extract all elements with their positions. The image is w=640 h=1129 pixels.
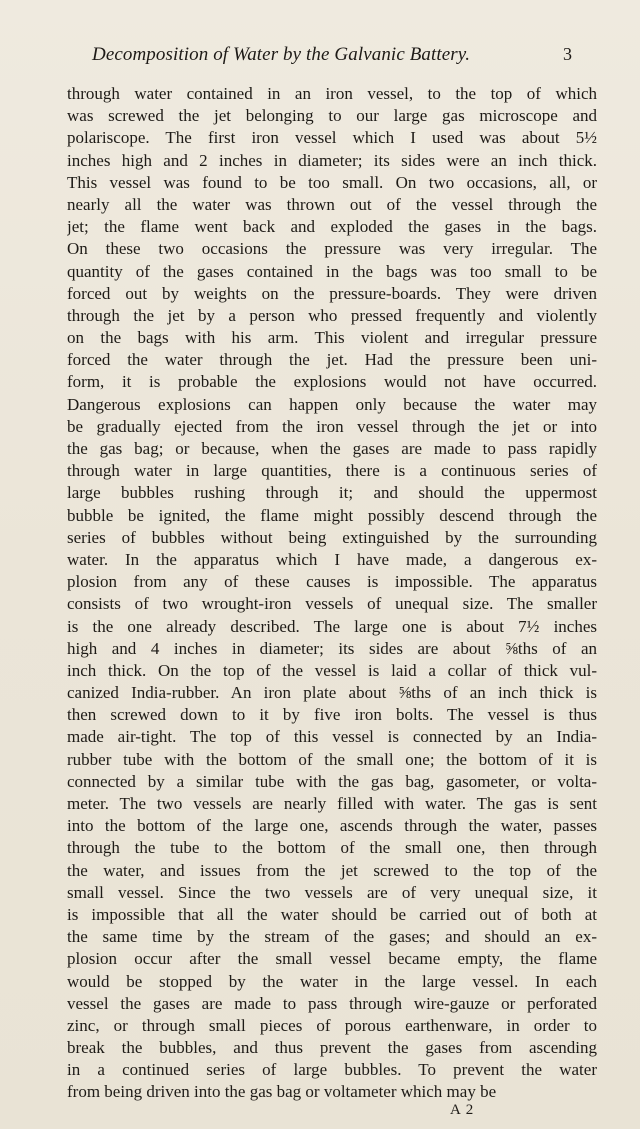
text-line: then screwed down to it by five iron bolts. The vessel is thus bbox=[67, 705, 597, 725]
signature-mark: A 2 bbox=[450, 1102, 475, 1118]
text-line: consists of two wrought-iron vessels of unequal size. The smaller bbox=[67, 594, 597, 614]
text-line: break the bubbles, and thus prevent the gases from ascending bbox=[67, 1038, 597, 1058]
text-line: is the one already described. The large one is about 7½ inches bbox=[67, 616, 597, 636]
text-line: plosion occur after the small vessel became empty, the flame bbox=[67, 949, 597, 969]
text-line: on the bags with his arm. This violent and irregular pressure bbox=[67, 328, 597, 348]
text-line: the gas bag; or because, when the gases are made to pass rapidly bbox=[67, 439, 597, 458]
text-line: high and 4 inches in diameter; its sides are about ⅝ths of an bbox=[67, 638, 597, 658]
text-line: water. In the apparatus which I have made, a dangerous ex- bbox=[67, 549, 597, 569]
text-line: nearly all the water was thrown out of the vessel through the bbox=[67, 194, 597, 214]
text-line: plosion from any of these causes is impossible. The apparatus bbox=[67, 572, 597, 592]
text-line: forced out by weights on the pressure-boards. They were driven bbox=[67, 283, 597, 303]
text-line: connected by a similar tube with the gas bag, gasometer, or volta- bbox=[67, 771, 597, 791]
text-line: inches high and 2 inches in diameter; its sides were an inch thick. bbox=[67, 150, 597, 170]
text-line: jet; the flame went back and exploded the gases in the bags. bbox=[67, 217, 597, 237]
text-line: through the tube to the bottom of the small one, then through bbox=[67, 838, 597, 858]
text-line: through water contained in an iron vessel, to the top of which bbox=[67, 84, 597, 103]
text-line: the water, and issues from the jet screwed to the top of the bbox=[67, 860, 597, 880]
text-line: small vessel. Since the two vessels are of very unequal size, it bbox=[67, 882, 597, 902]
text-line: large bubbles rushing through it; and should the uppermost bbox=[67, 483, 597, 503]
text-line: polariscope. The first iron vessel which I used was about 5½ bbox=[67, 128, 597, 148]
page-number: 3 bbox=[563, 44, 572, 64]
text-line: from being driven into the gas bag or voltameter which may be bbox=[67, 1082, 497, 1102]
text-line: rubber tube with the bottom of the small one; the bottom of it is bbox=[67, 749, 597, 769]
text-line: through water in large quantities, there is a continuous series of bbox=[67, 461, 597, 481]
text-line: forced the water through the jet. Had the pressure been uni- bbox=[67, 350, 597, 370]
text-line: quantity of the gases contained in the bags was too small to be bbox=[67, 261, 597, 281]
text-line: zinc, or through small pieces of porous earthenware, in order to bbox=[67, 1015, 597, 1035]
body-text bbox=[67, 83, 597, 1104]
text-line: made air-tight. The top of this vessel is connected by an India- bbox=[67, 727, 597, 747]
text-line: vessel the gases are made to pass through wire-gauze or perforated bbox=[67, 993, 597, 1013]
text-line: inch thick. On the top of the vessel is laid a collar of thick vul- bbox=[67, 660, 597, 680]
text-line: Dangerous explosions can happen only because the water may bbox=[67, 394, 597, 414]
text-line: is impossible that all the water should be carried out of both at bbox=[67, 904, 597, 924]
text-line: would be stopped by the water in the large vessel. In each bbox=[67, 971, 597, 991]
text-line: be gradually ejected from the iron vessel through the jet or into bbox=[67, 416, 597, 436]
running-head bbox=[92, 44, 572, 68]
text-line: bubble be ignited, the flame might possibly descend through the bbox=[67, 505, 597, 525]
text-line: On these two occasions the pressure was very irregular. The bbox=[67, 239, 597, 259]
text-line: was screwed the jet belonging to our large gas microscope and bbox=[67, 106, 597, 126]
text-line: through the jet by a person who pressed frequently and violently bbox=[67, 305, 597, 325]
text-line: form, it is probable the explosions would not have occurred. bbox=[67, 372, 597, 392]
text-line: into the bottom of the large one, ascends through the water, passes bbox=[67, 816, 597, 836]
text-line: the same time by the stream of the gases; and should an ex- bbox=[67, 927, 597, 947]
text-line: in a continued series of large bubbles. To prevent the water bbox=[67, 1060, 597, 1080]
running-title: Decomposition of Water by the Galvanic Battery. bbox=[92, 44, 471, 65]
text-line: canized India-rubber. An iron plate about ⅝ths of an inch thick is bbox=[67, 683, 597, 703]
text-line: series of bubbles without being extinguished by the surrounding bbox=[67, 527, 597, 547]
text-line: This vessel was found to be too small. On two occasions, all, or bbox=[67, 172, 597, 192]
text-line: meter. The two vessels are nearly filled with water. The gas is sent bbox=[67, 794, 597, 813]
